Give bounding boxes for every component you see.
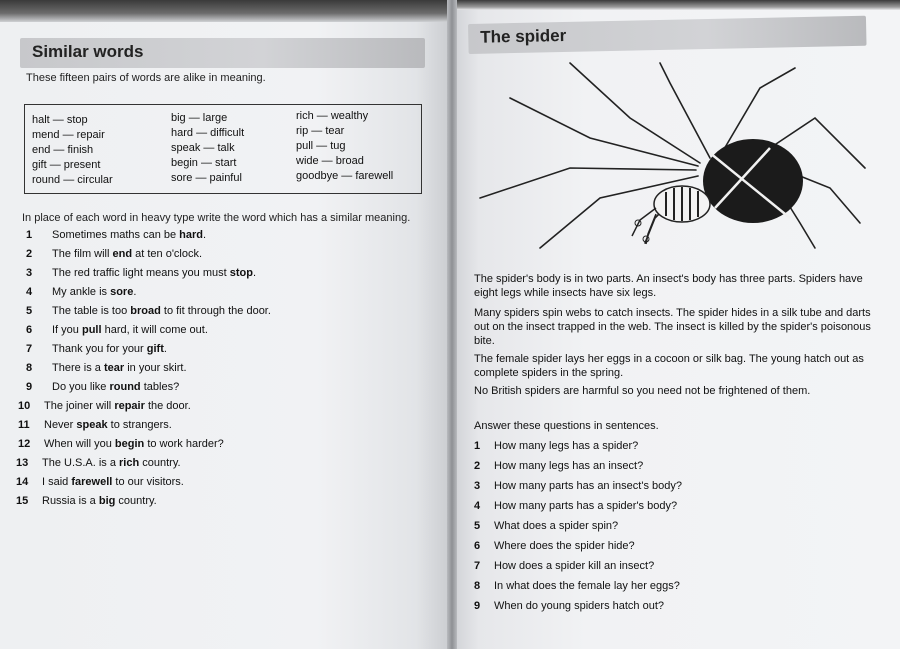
- heavy-word: pull: [81, 324, 102, 336]
- question-item: [26, 343, 167, 355]
- question-number: 4: [474, 500, 481, 512]
- spider-question: [474, 440, 638, 452]
- question-number: 6: [26, 324, 33, 336]
- question-text: If you: [52, 324, 82, 336]
- word-pair: gift — present: [32, 159, 101, 171]
- question-number: 14: [16, 476, 29, 488]
- question-number: 12: [18, 438, 31, 450]
- question-text-end: to fit through the door.: [160, 305, 271, 317]
- heavy-word: begin: [114, 438, 145, 450]
- question-text-end: at ten o'clock.: [132, 248, 203, 260]
- left-page-top-shadow: [0, 0, 452, 22]
- question-number: 13: [16, 457, 29, 469]
- spider-paragraph: The spider's body is in two parts. An insect's body has three parts. Spiders have eight legs while insects have six legs.: [474, 273, 863, 299]
- question-text-end: .: [252, 267, 257, 279]
- question-number: 7: [26, 343, 33, 355]
- spider-question: [474, 540, 635, 552]
- book-gutter: [447, 0, 457, 649]
- question-number: 2: [474, 460, 481, 472]
- heavy-word: farewell: [71, 476, 113, 488]
- question-text: There is a: [52, 362, 104, 374]
- question-text: Never: [44, 419, 77, 431]
- question-text: How many legs has an insect?: [494, 460, 644, 472]
- pairs-column-1: [32, 113, 113, 188]
- word-pair: sore — painful: [171, 172, 242, 184]
- word-pair: rip — tear: [296, 125, 345, 137]
- question-text-end: in your skirt.: [124, 362, 187, 374]
- word-pair: rich — wealthy: [296, 110, 369, 122]
- question-item: [18, 438, 224, 450]
- question-text: What does a spider spin?: [494, 520, 619, 532]
- question-item: [18, 419, 172, 431]
- spider-question: [474, 480, 682, 492]
- question-item: [16, 476, 184, 488]
- word-pair: hard — difficult: [171, 127, 245, 139]
- pairs-column-2: [171, 111, 244, 186]
- left-page-title: Similar words: [32, 42, 144, 61]
- spider-question: [474, 560, 654, 572]
- question-text-end: tables?: [140, 381, 180, 393]
- spider-question: [474, 500, 677, 512]
- question-number: 3: [26, 267, 33, 279]
- word-pair: round — circular: [32, 174, 113, 186]
- question-text: When will you: [44, 438, 115, 450]
- question-item: [18, 400, 191, 412]
- spider-question: [474, 460, 643, 472]
- question-text-end: to strangers.: [107, 419, 172, 431]
- answer-prompt: Answer these questions in sentences.: [474, 420, 659, 432]
- question-text-end: to work harder?: [144, 438, 224, 450]
- question-item: [26, 229, 206, 241]
- spider-paragraph: The female spider lays her eggs in a cocoon or silk bag. The young hatch out as complete spiders in the spring.: [474, 353, 864, 379]
- question-text: Do you like: [52, 381, 110, 393]
- question-text-end: .: [133, 286, 137, 298]
- question-item: [16, 457, 181, 469]
- word-pair: end — finish: [32, 144, 94, 156]
- question-text: The U.S.A. is a: [42, 457, 120, 469]
- question-text-end: hard, it will come out.: [101, 324, 208, 336]
- left-title-banner: [20, 38, 425, 68]
- question-number: 2: [26, 248, 33, 260]
- word-pair: wide — broad: [296, 155, 364, 167]
- word-pair: speak — talk: [171, 142, 235, 154]
- heavy-word: end: [112, 248, 133, 260]
- question-text: Thank you for your: [52, 343, 147, 355]
- question-number: 15: [16, 495, 29, 507]
- heavy-word: repair: [114, 400, 145, 412]
- word-pair: big — large: [171, 112, 228, 124]
- word-pair: mend — repair: [32, 129, 105, 141]
- question-text: How many legs has a spider?: [494, 440, 639, 452]
- question-text-end: country.: [115, 495, 157, 507]
- question-item: [26, 286, 136, 298]
- question-text: The film will: [52, 248, 113, 260]
- question-item: [26, 305, 271, 317]
- spider-paragraph: No British spiders are harmful so you need not be frightened of them.: [474, 385, 811, 397]
- heavy-word: rich: [119, 457, 140, 469]
- question-item: [16, 495, 157, 507]
- question-text: In what does the female lay her eggs?: [494, 580, 680, 592]
- question-number: 9: [474, 600, 481, 612]
- right-page-top-shadow: [452, 0, 900, 10]
- question-number: 1: [26, 229, 33, 241]
- exercise-instruction: In place of each word in heavy type write the word which has a similar meaning.: [22, 212, 411, 224]
- question-item: [26, 267, 256, 279]
- question-text: How does a spider kill an insect?: [494, 560, 655, 572]
- heavy-word: sore: [110, 286, 134, 298]
- question-text-end: the door.: [144, 400, 191, 412]
- question-text: Russia is a: [42, 495, 99, 507]
- heavy-word: tear: [103, 362, 125, 374]
- pairs-column-3: [296, 109, 393, 184]
- question-text-end: to our visitors.: [112, 476, 184, 488]
- word-pairs-box: [24, 104, 422, 194]
- heavy-word: hard: [179, 229, 204, 241]
- question-item: [26, 248, 202, 260]
- spider-question: [474, 580, 680, 592]
- question-text: My ankle is: [52, 286, 111, 298]
- word-pair: begin — start: [171, 157, 237, 169]
- question-number: 8: [26, 362, 33, 374]
- question-text-end: .: [163, 343, 167, 355]
- heavy-word: gift: [146, 343, 164, 355]
- question-number: 5: [474, 520, 481, 532]
- question-text: The red traffic light means you must: [52, 267, 230, 279]
- question-text-end: country.: [139, 457, 181, 469]
- question-number: 11: [18, 419, 30, 431]
- right-page-title: The spider: [480, 25, 567, 47]
- question-number: 5: [26, 305, 33, 317]
- word-pair: pull — tug: [296, 140, 346, 152]
- spider-paragraph: Many spiders spin webs to catch insects. The spider hides in a silk tube and darts out on the insect trapped in the web. The insect is killed by the spider's poisonous bite.: [474, 307, 871, 347]
- question-text: I said: [42, 476, 72, 488]
- heavy-word: stop: [229, 267, 253, 279]
- question-number: 3: [474, 480, 481, 492]
- question-number: 4: [26, 286, 33, 298]
- question-text: The joiner will: [44, 400, 115, 412]
- word-pair: halt — stop: [32, 114, 88, 126]
- heavy-word: round: [109, 381, 141, 393]
- question-item: [26, 362, 187, 374]
- question-text: Sometimes maths can be: [52, 229, 180, 241]
- question-text: How many parts has a spider's body?: [494, 500, 678, 512]
- question-item: [26, 324, 208, 336]
- question-text: How many parts has an insect's body?: [494, 480, 682, 492]
- question-text: When do young spiders hatch out?: [494, 600, 665, 612]
- question-text-end: .: [203, 229, 207, 241]
- question-number: 6: [474, 540, 481, 552]
- question-text: The table is too: [52, 305, 131, 317]
- question-item: [26, 381, 179, 393]
- heavy-word: big: [98, 495, 116, 507]
- heavy-word: broad: [130, 305, 161, 317]
- question-number: 7: [474, 560, 481, 572]
- word-pair: goodbye — farewell: [296, 170, 394, 182]
- question-text: Where does the spider hide?: [494, 540, 635, 552]
- pairs-intro: These fifteen pairs of words are alike in meaning.: [26, 72, 266, 84]
- question-number: 9: [26, 381, 33, 393]
- spider-question: [474, 520, 618, 532]
- question-number: 1: [474, 440, 481, 452]
- heavy-word: speak: [76, 419, 108, 431]
- question-number: 8: [474, 580, 481, 592]
- spider-illustration: [470, 58, 870, 258]
- spider-question: [474, 600, 664, 612]
- question-number: 10: [18, 400, 31, 412]
